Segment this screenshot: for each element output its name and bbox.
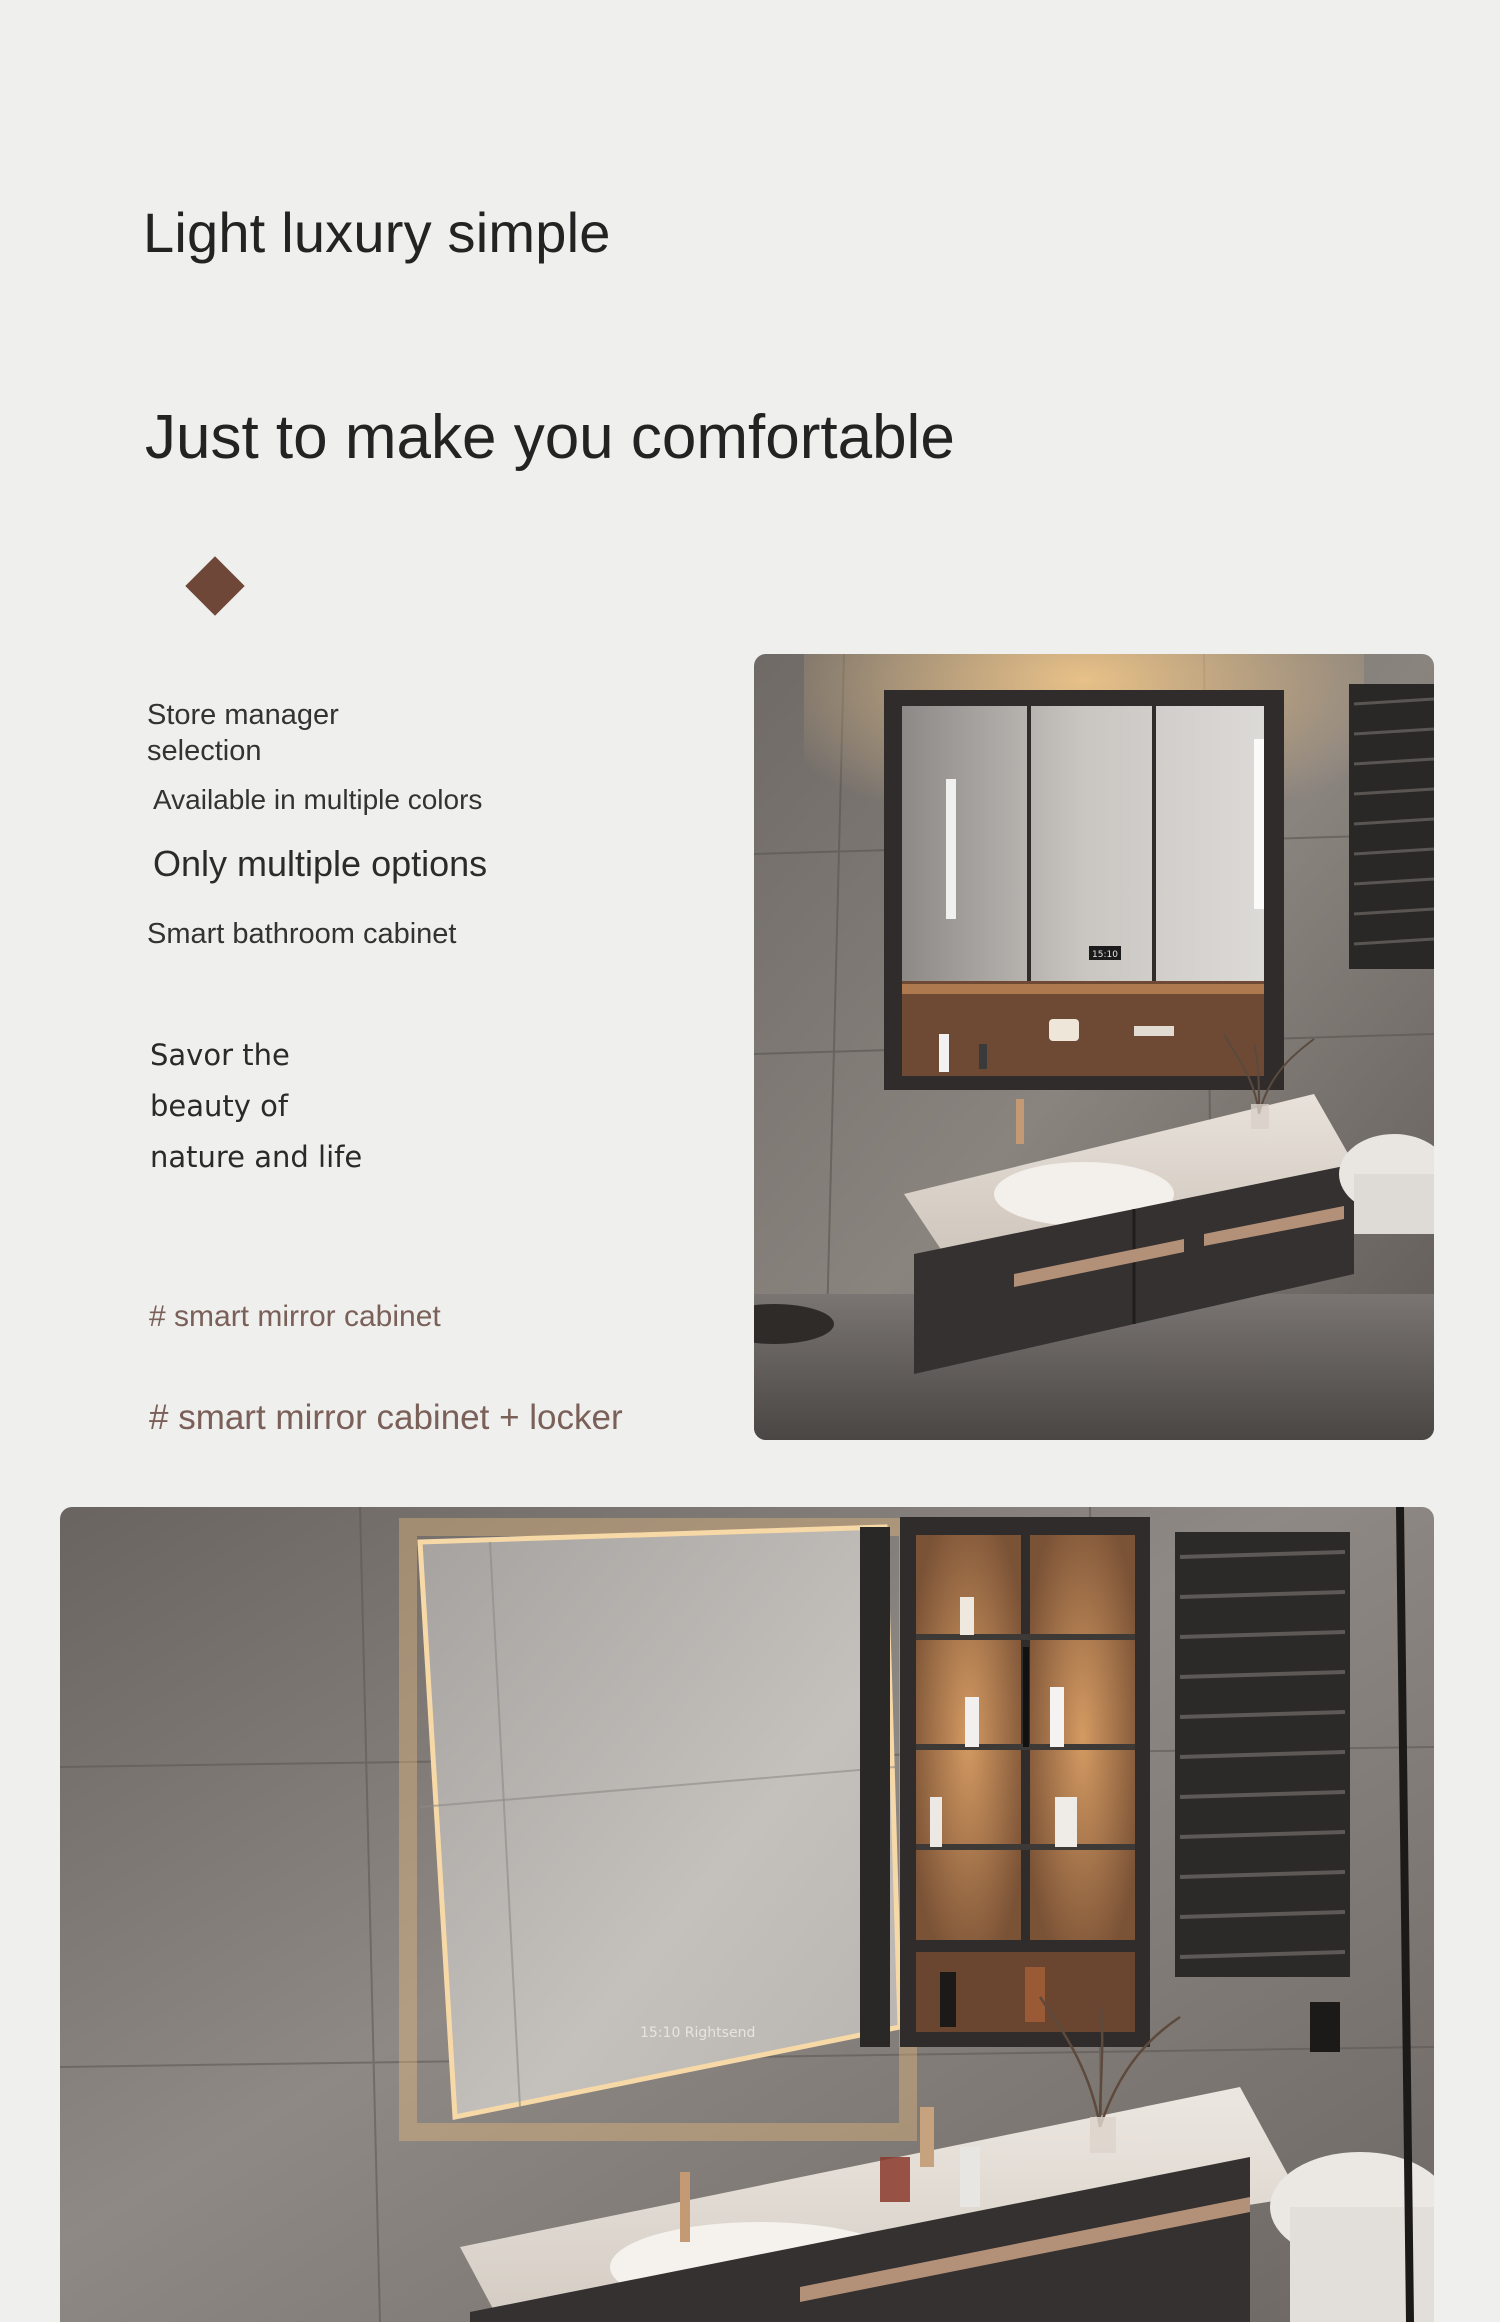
tag-smart-mirror-cabinet: # smart mirror cabinet xyxy=(149,1300,441,1333)
slogan xyxy=(150,1030,390,1183)
heading-light-luxury: Light luxury simple xyxy=(143,201,611,264)
slogan-line-2: beauty of xyxy=(150,1089,289,1123)
mirror-clock: 15:10 Rightsend xyxy=(640,2025,756,2041)
feature-smart-cabinet: Smart bathroom cabinet xyxy=(147,918,457,950)
heading-comfortable: Just to make you comfortable xyxy=(145,403,955,472)
slogan-line-3: nature and life xyxy=(150,1140,363,1174)
mirror-clock: 15:10 xyxy=(1092,950,1118,960)
feature-store-manager: Store manager selection xyxy=(147,699,339,767)
tag-smart-mirror-cabinet-locker: # smart mirror cabinet + locker xyxy=(149,1398,623,1437)
slogan-line-1: Savor the xyxy=(150,1038,290,1072)
product-photo-mirror-cabinet xyxy=(754,654,1434,1440)
diamond-icon xyxy=(185,556,244,615)
feature-options: Only multiple options xyxy=(153,843,488,884)
feature-colors: Available in multiple colors xyxy=(153,784,483,815)
product-photo-mirror-locker xyxy=(60,1507,1434,2322)
